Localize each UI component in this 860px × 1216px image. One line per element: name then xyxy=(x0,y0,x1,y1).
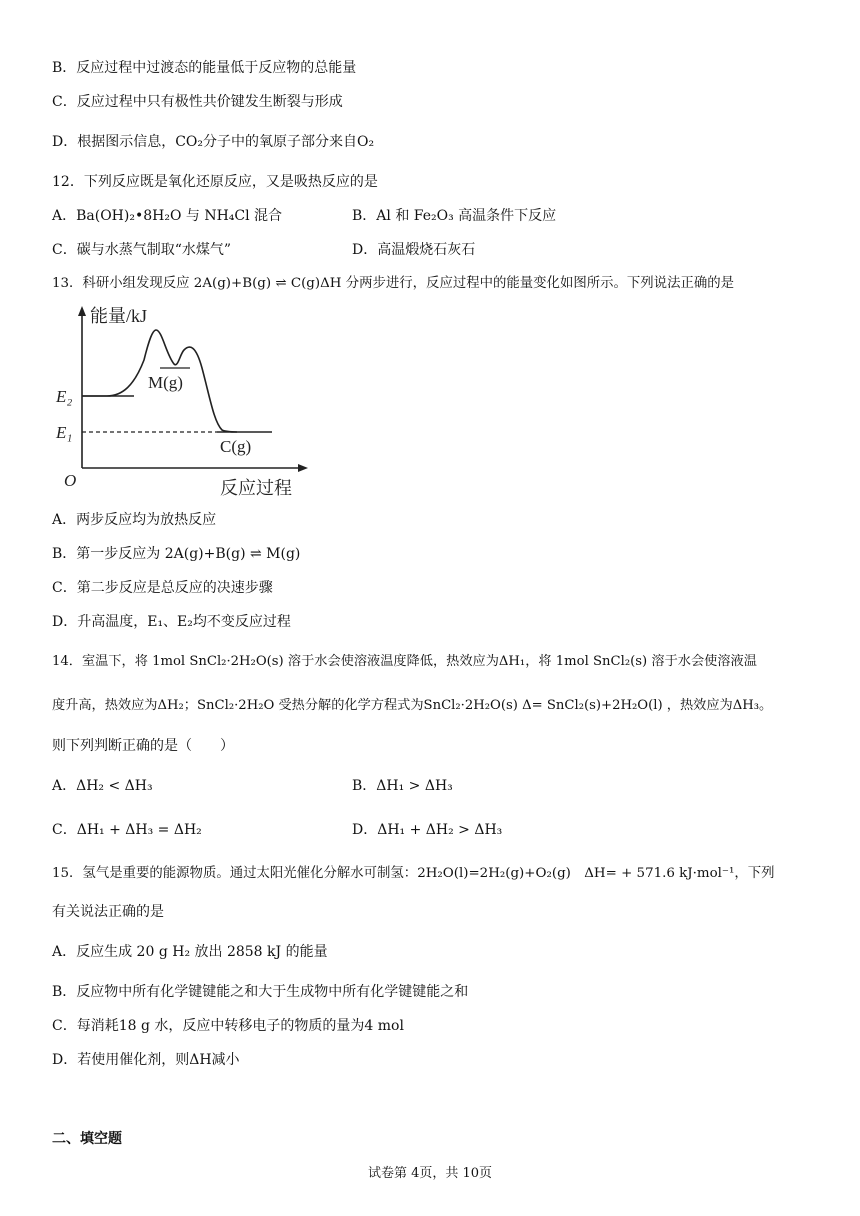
q15-option-c: C．每消耗18 g 水，反应中转移电子的物质的量为4 mol xyxy=(52,1018,404,1034)
y-axis-arrow xyxy=(78,306,86,316)
e2-label: E₂ xyxy=(56,387,73,406)
q14-option-a: A．ΔH₂ < ΔH₃ xyxy=(52,778,153,794)
e1-label: E₁ xyxy=(56,423,73,442)
q12-stem: 12．下列反应既是氧化还原反应，又是吸热反应的是 xyxy=(52,174,378,190)
q15-stem-line2: 有关说法正确的是 xyxy=(52,904,164,920)
section-title: 二、填空题 xyxy=(52,1131,122,1147)
y-axis-label: 能量/kJ xyxy=(90,306,148,326)
q11-option-c: C．反应过程中只有极性共价键发生断裂与形成 xyxy=(52,94,343,110)
q15-option-b: B．反应物中所有化学键键能之和大于生成物中所有化学键键能之和 xyxy=(52,984,469,1000)
energy-diagram xyxy=(52,298,312,503)
q14-stem-line1: 14．室温下，将 1mol SnCl₂·2H₂O(s) 溶于水会使溶液温度降低，热效应为ΔH₁，将 1mol SnCl₂(s) 溶于水会使溶液温 xyxy=(52,654,757,669)
q11-option-d: D．根据图示信息，CO₂分子中的氧原子部分来自O₂ xyxy=(52,134,375,150)
q12-option-d: D．高温煅烧石灰石 xyxy=(352,242,476,258)
q14-option-d: D．ΔH₁ + ΔH₂ > ΔH₃ xyxy=(352,822,503,838)
q15-option-d: D．若使用催化剂，则ΔH减小 xyxy=(52,1052,240,1068)
m-label: M(g) xyxy=(148,373,183,392)
q15-option-a: A．反应生成 20 g H₂ 放出 2858 kJ 的能量 xyxy=(52,944,328,960)
q14-stem-line2: 度升高，热效应为ΔH₂；SnCl₂·2H₂O 受热分解的化学方程式为SnCl₂·2H₂O(s) Δ= SnCl₂(s)+2H₂O(l) ，热效应为ΔH₃。 xyxy=(52,698,773,713)
origin-label: O xyxy=(64,471,77,490)
q14-stem-line3: 则下列判断正确的是（ ） xyxy=(52,738,234,754)
q11-option-b: B．反应过程中过渡态的能量低于反应物的总能量 xyxy=(52,60,357,76)
q12-option-c: C．碳与水蒸气制取“水煤气” xyxy=(52,242,232,258)
q12-option-a: A．Ba(OH)₂•8H₂O 与 NH₄Cl 混合 xyxy=(52,208,283,224)
x-axis-arrow xyxy=(298,464,308,472)
x-axis-label: 反应过程 xyxy=(220,478,292,498)
q13-option-b: B．第一步反应为 2A(g)+B(g) ⇌ M(g) xyxy=(52,546,301,562)
c-label: C(g) xyxy=(220,437,252,456)
q12-option-b: B．Al 和 Fe₂O₃ 高温条件下反应 xyxy=(352,208,557,224)
page-footer: 试卷第 4页，共 10页 xyxy=(367,1166,493,1181)
q14-option-c: C．ΔH₁ + ΔH₃ = ΔH₂ xyxy=(52,822,202,838)
q13-stem: 13．科研小组发现反应 2A(g)+B(g) ⇌ C(g)ΔH 分两步进行，反应过程中的能量变化如图所示。下列说法正确的是 xyxy=(52,276,735,291)
q13-option-c: C．第二步反应是总反应的决速步骤 xyxy=(52,580,273,596)
q13-option-a: A．两步反应均为放热反应 xyxy=(52,512,217,528)
q13-option-d: D．升高温度，E₁、E₂均不变反应过程 xyxy=(52,614,291,630)
q14-option-b: B．ΔH₁ > ΔH₃ xyxy=(352,778,453,794)
q15-stem-line1: 15．氢气是重要的能源物质。通过太阳光催化分解水可制氢：2H₂O(l)=2H₂(g)+O₂(g) ΔH= + 571.6 kJ·mol⁻¹，下列 xyxy=(52,866,775,881)
